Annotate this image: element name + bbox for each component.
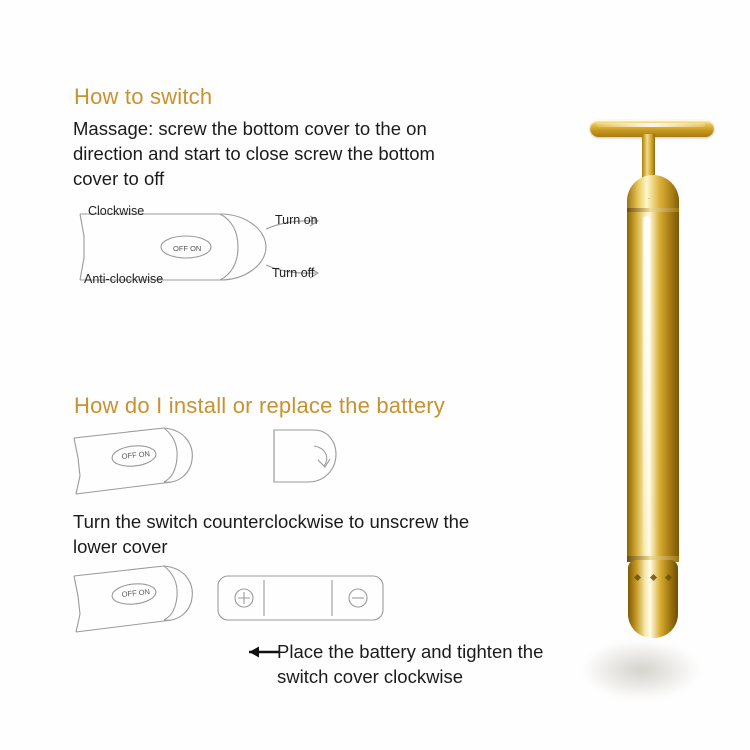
brand-stamp: · bbox=[647, 195, 651, 203]
diagram-battery-svg bbox=[68, 560, 438, 635]
diagram-switch-directions bbox=[70, 196, 410, 306]
diagram-unscrew-svg bbox=[68, 424, 428, 496]
product-photo bbox=[535, 0, 750, 750]
handle-barrel bbox=[627, 212, 679, 562]
t-bar-highlight bbox=[597, 123, 705, 127]
section-heading-how-to-switch: How to switch bbox=[74, 84, 213, 109]
switch-text-label: OFF ON bbox=[121, 587, 151, 599]
label-turn-on: Turn on bbox=[275, 213, 318, 227]
callout-arrow bbox=[247, 645, 281, 659]
diagram-unscrew-cover bbox=[68, 424, 428, 496]
section-body-how-to-switch: Massage: screw the bottom cover to the on direction and start to close screw the bottom cover to off bbox=[73, 118, 435, 189]
label-clockwise: Clockwise bbox=[88, 204, 145, 218]
section-heading-battery: How do I install or replace the battery bbox=[74, 393, 445, 418]
section-body-battery-tighten: Place the battery and tighten the switch cover clockwise bbox=[277, 641, 544, 687]
section-body-battery: Turn the switch counterclockwise to unscrew the lower cover bbox=[73, 511, 470, 557]
switch-text-label: OFF ON bbox=[121, 449, 151, 461]
gold-massager bbox=[535, 0, 750, 750]
switch-marks bbox=[635, 572, 671, 582]
diagram-insert-battery bbox=[68, 560, 438, 635]
specular-highlight bbox=[643, 216, 650, 556]
switch-text-label: OFF ON bbox=[173, 244, 202, 253]
label-turn-off: Turn off bbox=[272, 266, 315, 280]
label-anticlockwise: Anti-clockwise bbox=[84, 272, 164, 286]
left-arrow-icon bbox=[247, 645, 281, 659]
